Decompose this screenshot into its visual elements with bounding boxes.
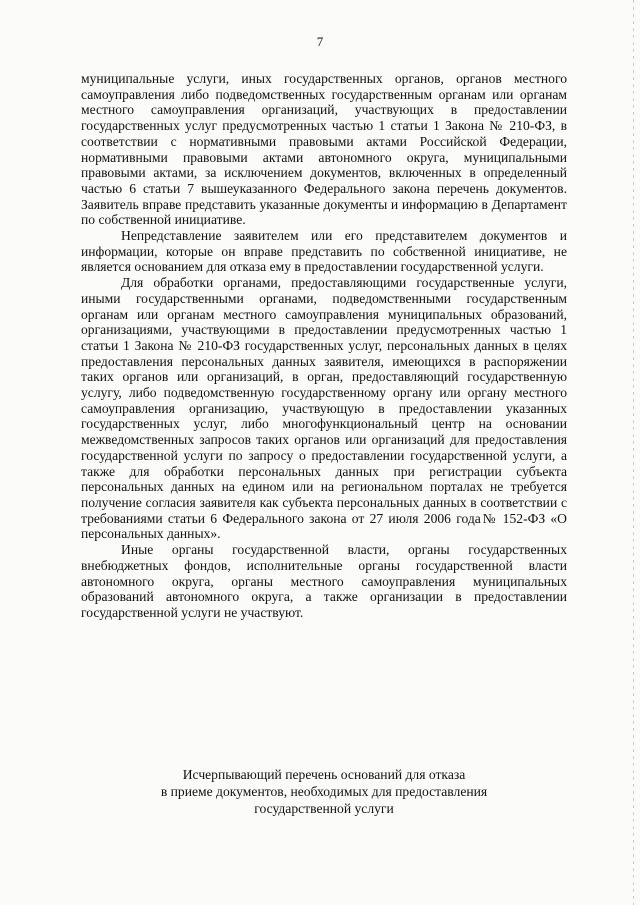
- paragraph-other-bodies: Иные органы государственной власти, органы государственных внебюджетных фондов, исполнительные органы государственной власти автономного округа, органы местного самоуправления муниципальных образований автономного округа, а также организации в предоставлении государственной услуги не участвуют.: [81, 542, 567, 620]
- heading-line: в приеме документов, необходимых для предоставления: [160, 784, 488, 799]
- heading-line: государственной услуги: [254, 801, 394, 816]
- paragraph-continuation: муниципальные услуги, иных государственных органов, органов местного самоуправления либо подведомственных государственным органам или органам местного самоуправления организаций, участвующих в предоставлении государственных услуг предусмотренных частью 1 статьи 1 Закона № 210-ФЗ, в соответствии с нормативными правовыми актами Российской Федерации, нормативными правовыми актами автономного округа, муниципальными правовыми актами, за исключением документов, включенных в определенный частью 6 статьи 7 вышеуказанного Федерального закона перечень документов. Заявитель вправе представить указанные документы и информацию в Департамент по собственной инициативе.: [81, 71, 567, 228]
- document-body: [81, 71, 567, 621]
- paragraph-personal-data: Для обработки органами, предоставляющими государственные услуги, иными государственными органами, подведомственными государственным органам или органам местного самоуправления муниципальных образований, организациями, участвующими в предоставлении предусмотренных частью 1 статьи 1 Закона № 210-ФЗ государственных услуг, персональных данных в целях предоставления персональных данных заявителя, имеющихся в распоряжении таких органов или организаций, в орган, предоставляющий государственную услугу, либо подведомственную государственному органу или органу местного самоуправления организацию, участвующую в предоставлении указанных государственных услуг, либо многофункциональный центр на основании межведомственных запросов таких органов или организаций для предоставления государственной услуги по запросу о предоставлении государственной услуги, а также для обработки персональных данных при регистрации субъекта персональных данных на едином или на региональном порталах не требуется получение согласия заявителя как субъекта персональных данных в соответствии с требованиями статьи 6 Федерального закона от 27 июля 2006 года№ 152-ФЗ «О персональных данных».: [81, 275, 567, 542]
- heading-line: Исчерпывающий перечень оснований для отказа: [182, 767, 466, 782]
- page-number: 7: [316, 34, 324, 49]
- paragraph-nonsubmission: Непредставление заявителем или его представителем документов и информации, которые он вправе представить по собственной инициативе, не является основанием для отказа ему в предоставлении государственной услуги.: [81, 228, 567, 275]
- scan-edge: [633, 0, 634, 905]
- section-heading: [81, 766, 567, 817]
